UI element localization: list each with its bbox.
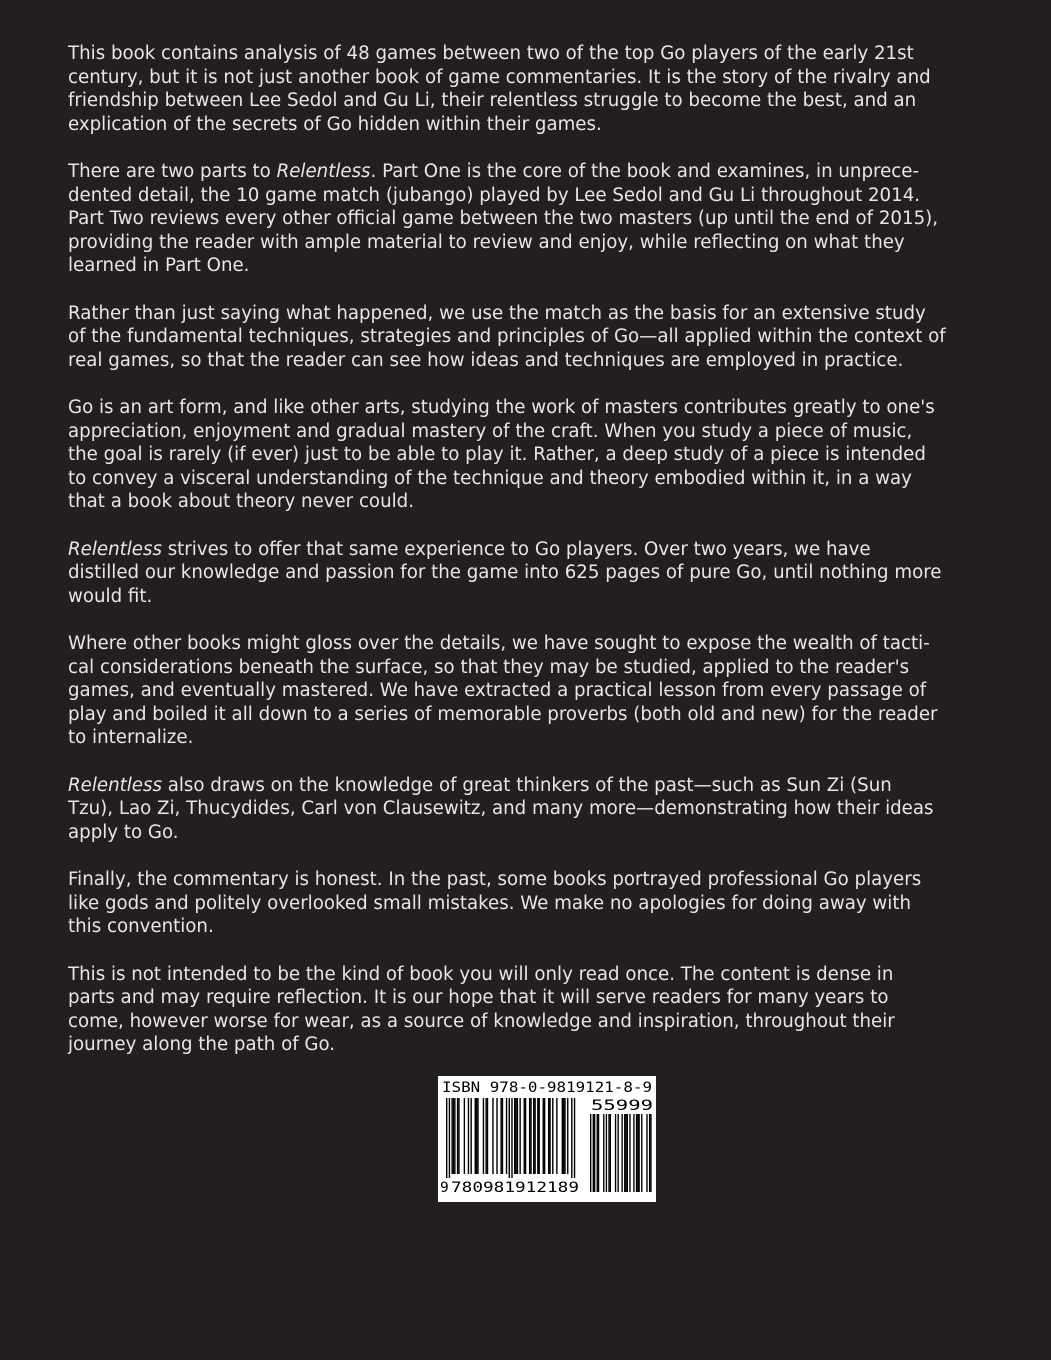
text-line	[68, 561, 988, 585]
barcode-bar	[500, 1098, 501, 1174]
text-line	[68, 868, 988, 892]
barcode-bar	[476, 1098, 477, 1174]
text-line	[68, 254, 988, 278]
text-segment: to internalize.	[68, 727, 194, 748]
blurb-paragraph	[68, 963, 988, 1057]
text-line	[68, 160, 988, 184]
barcode-bar	[637, 1114, 638, 1192]
text-line	[68, 467, 988, 491]
barcode-graphic	[438, 1076, 656, 1202]
text-line	[68, 89, 988, 113]
barcode-bar	[511, 1098, 512, 1178]
blurb-paragraph	[68, 538, 988, 609]
text-line	[68, 420, 988, 444]
text-line	[68, 986, 988, 1010]
barcode-bar	[646, 1114, 647, 1192]
text-line	[68, 325, 988, 349]
barcode-bar	[464, 1098, 465, 1174]
barcode-bar	[483, 1098, 484, 1174]
addon-bars	[590, 1114, 652, 1192]
blurb-paragraph	[68, 774, 988, 845]
ean-digits: 780981912189	[451, 1180, 579, 1196]
barcode-bar	[457, 1098, 458, 1174]
text-segment: journey along the path of Go.	[68, 1034, 336, 1055]
text-line	[68, 349, 988, 373]
barcode-bar	[468, 1098, 469, 1174]
barcode-bar	[517, 1098, 518, 1174]
barcode-bar	[533, 1098, 534, 1174]
text-segment: Finally, the commentary is honest. In the past, some books portrayed professional Go players	[68, 869, 922, 890]
barcode-bar	[556, 1098, 557, 1174]
text-segment: would fit.	[68, 585, 153, 607]
text-line	[68, 302, 988, 326]
text-segment: Tzu), Lao Zi, Thucydides, Carl von Clausewitz, and many more—demonstrating how their ideas	[68, 798, 934, 819]
text-segment: play and boiled it all down to a series of memorable proverbs (both old and new) for the reader	[68, 703, 938, 725]
barcode-bar	[515, 1098, 516, 1174]
text-line	[68, 656, 988, 680]
isbn-label: ISBN 978-0-9819121-8-9	[442, 1080, 652, 1096]
barcode-bar	[524, 1098, 525, 1174]
text-line	[68, 892, 988, 916]
barcode-bar	[537, 1098, 538, 1174]
barcode-bar	[453, 1098, 454, 1174]
barcode-bar	[567, 1098, 568, 1174]
ean13-bars	[446, 1098, 575, 1178]
barcode-bar	[633, 1114, 634, 1192]
text-segment: Go is an art form, and like other arts, studying the work of masters contributes greatly to one's	[68, 397, 935, 418]
barcode-bar	[477, 1098, 478, 1174]
book-title-italic: Relentless	[68, 774, 162, 796]
text-line	[68, 490, 988, 514]
barcode-bar	[649, 1114, 650, 1192]
barcode-bar	[451, 1098, 452, 1174]
text-segment: parts and may require reflection. It is our hope that it will serve readers for many years to	[68, 987, 889, 1008]
barcode-bar	[563, 1098, 564, 1174]
barcode-bar	[549, 1098, 550, 1174]
text-segment: cal considerations beneath the surface, so that they may be studied, applied to the reader's	[68, 656, 910, 678]
ean-first-digit: 9	[440, 1180, 449, 1196]
text-line	[68, 396, 988, 420]
barcode-bar	[610, 1114, 611, 1192]
text-segment: that a book about theory never could.	[68, 491, 414, 512]
barcode-bar	[538, 1098, 539, 1174]
barcode-bar	[485, 1098, 486, 1174]
text-line	[68, 207, 988, 231]
book-title-italic: Relentless	[68, 538, 162, 560]
text-segment: dented detail, the 10 game match (jubango) played by Lee Sedol and Gu Li throughout 2014.	[68, 184, 921, 206]
text-line	[68, 821, 988, 845]
text-segment: Part Two reviews every other official game between the two masters (up until the end of 2015),	[68, 208, 939, 229]
barcode-bar	[492, 1098, 493, 1174]
text-line	[68, 1033, 988, 1057]
barcode-bar	[606, 1114, 607, 1192]
back-cover-blurb	[68, 42, 988, 1081]
barcode-bar	[509, 1098, 510, 1178]
barcode-bar	[624, 1114, 625, 1192]
barcode-bar	[552, 1098, 553, 1174]
text-line	[68, 443, 988, 467]
barcode-bar	[590, 1114, 591, 1192]
barcode-bar	[598, 1114, 599, 1192]
barcode-bar	[470, 1098, 471, 1174]
barcode-bar	[525, 1098, 526, 1174]
text-line	[68, 538, 988, 562]
blurb-paragraph	[68, 868, 988, 939]
text-segment: providing the reader with ample material to review and enjoy, while reflecting on what they	[68, 231, 905, 253]
barcode-bar	[562, 1098, 563, 1174]
text-line	[68, 231, 988, 255]
text-segment: to convey a visceral understanding of the technique and theory embodied within it, in a way	[68, 467, 912, 489]
text-segment: This is not intended to be the kind of book you will only read once. The content is dense in	[68, 963, 894, 985]
barcode-bar	[571, 1098, 572, 1178]
barcode-bar	[574, 1098, 575, 1178]
text-segment: apply to Go.	[68, 821, 179, 843]
blurb-paragraph	[68, 396, 988, 514]
book-title-italic: Relentless	[276, 161, 371, 182]
barcode-bar	[629, 1114, 630, 1192]
barcode-bar	[548, 1098, 549, 1174]
text-segment: Where other books might gloss over the details, we have sought to expose the wealth of tacti-	[68, 633, 930, 654]
text-segment: of the fundamental techniques, strategies and principles of Go—all applied within the context of	[68, 326, 946, 347]
text-segment: . Part One is the core of the book and examines, in unprece-	[370, 161, 920, 182]
barcode-bar	[487, 1098, 488, 1174]
barcode-bar	[603, 1114, 604, 1192]
text-segment: appreciation, enjoyment and gradual mastery of the craft. When you study a piece of music,	[68, 420, 913, 442]
barcode-bar	[543, 1098, 544, 1174]
barcode-bar	[454, 1098, 455, 1174]
text-line	[68, 1010, 988, 1034]
barcode-bar	[449, 1098, 450, 1178]
text-segment: the goal is rarely (if ever) just to be able to play it. Rather, a deep study of a piece is intended	[68, 444, 926, 465]
addon-digits: 55999	[591, 1098, 653, 1114]
text-segment: friendship between Lee Sedol and Gu Li, their relentless struggle to become the best, and an	[68, 90, 917, 111]
barcode-bar	[594, 1114, 595, 1192]
blurb-paragraph	[68, 302, 988, 373]
text-line	[68, 42, 988, 66]
text-segment: this convention.	[68, 916, 214, 937]
barcode-bar	[615, 1114, 616, 1192]
blurb-paragraph	[68, 42, 988, 136]
isbn-barcode	[438, 1076, 656, 1202]
text-segment: games, and eventually mastered. We have extracted a practical lesson from every passage of	[68, 680, 927, 701]
barcode-bar	[625, 1114, 626, 1192]
text-segment: Rather than just saying what happened, we use the match as the basis for an extensive study	[68, 302, 926, 324]
barcode-bar	[608, 1114, 609, 1192]
barcode-bar	[506, 1098, 507, 1174]
text-segment: like gods and politely overlooked small mistakes. We make no apologies for doing away with	[68, 892, 911, 914]
blurb-paragraph	[68, 632, 988, 750]
text-line	[68, 774, 988, 798]
barcode-bar	[593, 1114, 594, 1192]
text-segment: also draws on the knowledge of great thinkers of the past—such as Sun Zi (Sun	[161, 774, 892, 796]
text-segment: explication of the secrets of Go hidden within their games.	[68, 113, 602, 135]
barcode-bar	[618, 1114, 619, 1192]
barcode-bar	[544, 1098, 545, 1174]
text-segment: distilled our knowledge and passion for the game into 625 pages of pure Go, until nothing more	[68, 562, 942, 583]
text-line	[68, 703, 988, 727]
text-line	[68, 797, 988, 821]
barcode-bar	[496, 1098, 497, 1174]
text-segment: learned in Part One.	[68, 255, 250, 276]
barcode-bar	[534, 1098, 535, 1174]
barcode-bar	[475, 1098, 476, 1174]
barcode-bar	[627, 1114, 628, 1192]
text-segment: century, but it is not just another book of game commentaries. It is the story of the rivalry and	[68, 66, 931, 88]
barcode-bar	[502, 1098, 503, 1174]
blurb-paragraph	[68, 160, 988, 278]
barcode-bar	[514, 1098, 515, 1174]
text-line	[68, 726, 988, 750]
barcode-bar	[636, 1114, 637, 1192]
text-line	[68, 632, 988, 656]
text-line	[68, 184, 988, 208]
text-segment: real games, so that the reader can see how ideas and techniques are employed in practice.	[68, 349, 904, 371]
barcode-bar	[530, 1098, 531, 1174]
barcode-bar	[458, 1098, 459, 1174]
barcode-bar	[529, 1098, 530, 1174]
text-segment: There are two parts to	[68, 161, 277, 182]
text-line	[68, 113, 988, 137]
barcode-bar	[638, 1114, 639, 1192]
barcode-bar	[621, 1114, 622, 1192]
text-line	[68, 585, 988, 609]
barcode-bar	[564, 1098, 565, 1174]
barcode-bar	[650, 1114, 651, 1192]
text-line	[68, 66, 988, 90]
text-segment: strives to offer that same experience to Go players. Over two years, we have	[161, 538, 871, 560]
text-line	[68, 915, 988, 939]
text-segment: This book contains analysis of 48 games between two of the top Go players of the early 21st	[68, 43, 914, 64]
barcode-bar	[597, 1114, 598, 1192]
text-line	[68, 963, 988, 987]
text-line	[68, 679, 988, 703]
barcode-bar	[446, 1098, 447, 1178]
barcode-bar	[641, 1114, 642, 1192]
barcode-bar	[519, 1098, 520, 1174]
text-segment: come, however worse for wear, as a source of knowledge and inspiration, throughout their	[68, 1010, 895, 1032]
